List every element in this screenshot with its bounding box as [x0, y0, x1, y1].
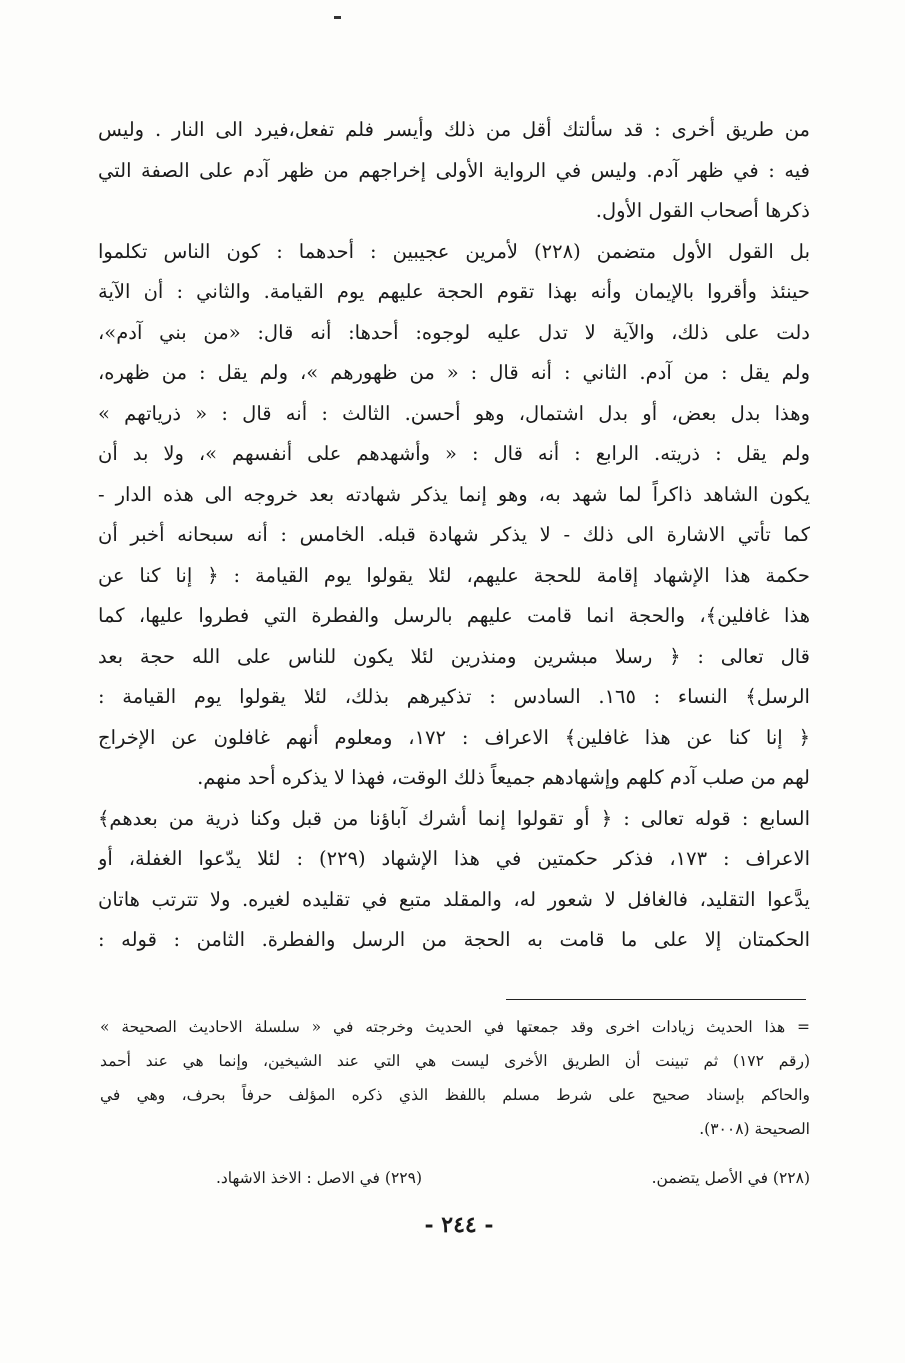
text-line: لهم من صلب آدم كلهم وإشهادهم جميعاً ذلك الوقت، فهذا لا يذكره أحد منهم.	[197, 766, 810, 789]
page-number: - ٢٤٤ -	[424, 1212, 494, 1238]
text-line: الحكمتان إلا على ما قامت به الحجة من الرسل والفطرة. الثامن : قوله :	[98, 928, 810, 951]
text-line: بل القول الأول متضمن (٢٢٨) لأمرين عجيبين : أحدهما : كون الناس تكلموا	[98, 239, 810, 263]
footnote-line: = هذا الحديث زيادات اخرى وقد جمعتها في الحديث وخرجته في « سلسلة الاحاديث الصحيحة »	[100, 1018, 810, 1036]
footnote	[100, 1010, 810, 1146]
text-line: وهذا بدل بعض، أو بدل اشتمال، وهو أحسن. الثالث : أنه قال : « ذرياتهم »	[98, 401, 810, 425]
footnote-line: والحاكم بإسناد صحيح على شرط مسلم باللفظ الذي ذكره المؤلف حرفاً بحرف، وهي في	[100, 1086, 810, 1104]
references	[100, 1160, 810, 1196]
text-line: ولم يقل : من آدم. الثاني : أنه قال : « من ظهورهم »، ولم يقل : من ظهره،	[98, 361, 810, 384]
text-line: ذكرها أصحاب القول الأول.	[595, 199, 810, 222]
text-line: حينئذ وأقروا بالإيمان وأنه بهذا تقوم الحجة عليهم يوم القيامة. والثاني : أن الآية	[98, 280, 810, 303]
text-line: كما تأتي الاشارة الى ذلك - لا يذكر شهادة قبله. الخامس : أنه سبحانه أخبر أن	[98, 523, 810, 546]
text-line: قال تعالى : ﴿ رسلا مبشرين ومنذرين لئلا يكون للناس على الله حجة بعد	[98, 644, 810, 668]
text-line: فيه : في ظهر آدم. وليس في الرواية الأولى إخراجهم من ظهر آدم على الصفة التي	[98, 158, 810, 182]
text-line: حكمة هذا الإشهاد إقامة للحجة عليهم، لئلا يقولوا يوم القيامة : ﴿ إنا كنا عن	[98, 563, 810, 587]
footnote-divider	[506, 999, 806, 1000]
text-line: دلت على ذلك، والآية لا تدل عليه لوجوه: أحدها: أنه قال: «من بني آدم»،	[98, 320, 810, 344]
reference-228: (٢٢٨) في الأصل يتضمن.	[651, 1169, 810, 1187]
text-line: الرسل﴾ النساء : ١٦٥. السادس : تذكيرهم بذلك، لئلا يقولوا يوم القيامة :	[98, 685, 810, 708]
main-text	[98, 110, 810, 961]
text-line: هذا غافلين﴾، والحجة انما قامت عليهم بالرسل والفطرة التي فطروا عليها، كما	[98, 604, 810, 627]
text-line: الاعراف : ١٧٣، فذكر حكمتين في هذا الإشهاد (٢٢٩) : لئلا يدّعوا الغفلة، أو	[98, 847, 810, 870]
text-line: ولم يقل : ذريته. الرابع : أنه قال : « وأشهدهم على أنفسهم »، ولا بد أن	[98, 442, 810, 465]
text-line: السابع : قوله تعالى : ﴿ أو تقولوا إنما أشرك آباؤنا من قبل وكنا ذرية من بعدهم﴾	[98, 806, 810, 830]
reference-229: (٢٢٩) في الاصل : الاخذ الاشهاد.	[215, 1169, 422, 1187]
footnote-line: الصحيحة (٣٠٠٨).	[699, 1120, 810, 1138]
text-line: يدَّعوا التقليد، فالغافل لا شعور له، والمقلد متبع في تقليده لغيره. ولا تترتب هاتان	[98, 887, 810, 911]
scan-mark	[334, 16, 341, 19]
text-line: من طريق أخرى : قد سألتك أقل من ذلك وأيسر فلم تفعل،فيرد الى النار . وليس	[98, 118, 810, 141]
text-line: ﴿ إنا كنا عن هذا غافلين﴾ الاعراف : ١٧٢، ومعلوم أنهم غافلون عن الإخراج	[98, 725, 810, 749]
text-line: يكون الشاهد ذاكراً لما شهد به، وهو إنما يذكر شهادته بعد خروجه الى هذه الدار -	[98, 482, 810, 506]
footnote-line: (رقم ١٧٢) ثم تبينت أن الطريق الأخرى ليست هي التي عند الشيخين، وإنما هي عند أحمد	[100, 1052, 810, 1070]
